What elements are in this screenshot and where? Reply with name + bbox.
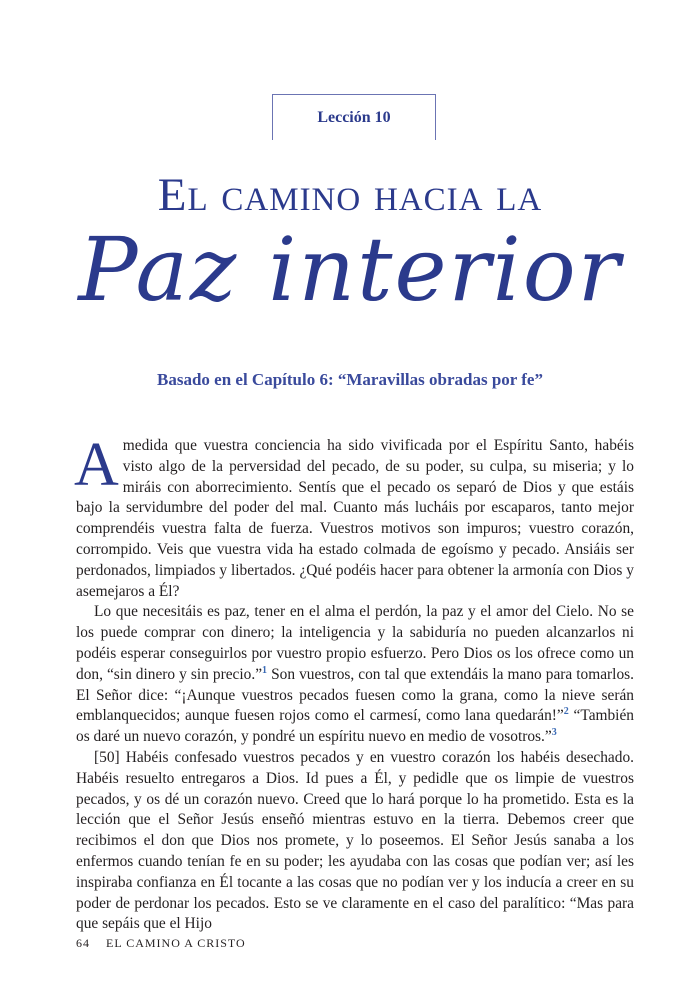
paragraph-1-text: medida que vuestra conciencia ha sido vivificada por el Espíritu Santo, habéis visto algo de la perversidad del pecado, de su poder, su culpa, su miseria; y lo miráis con aborrecimiento. Sentís que el pecado os separó de Dios y que estáis bajo la servidumbre del poder del mal. Cuanto más lucháis por escaparos, tanto mejor comprendéis vuestra falta de fuerza. Vuestros motivos son impuros; vuestro corazón, corrompido. Veis que vuestra vida ha estado colmada de egoísmo y pecado. Ansiáis ser perdonados, limpiados y libertados. ¿Qué podéis hacer para obtener la armonía con Dios y asemejaros a Él? <box>76 437 634 600</box>
paragraph-3 <box>76 748 634 935</box>
page-number: 64 <box>76 936 90 950</box>
paragraph-2-text-b: Son vuestros, con tal que extendáis la mano para tomarlos. El Señor dice: “¡Aunque vuestros pecados fuesen como la grana, como la nieve serán emblanquecidos; aunque fuesen rojos como el carmesí, como lana quedarán!” <box>76 665 634 725</box>
chapter-subtitle: Basado en el Capítulo 6: “Maravillas obradas por fe” <box>157 370 543 389</box>
paragraph-2-text-a: Lo que necesitáis es paz, tener en el alma el perdón, la paz y el amor del Cielo. No se los puede comprar con dinero; la inteligencia y la sabiduría no pueden alcanzarlos ni podéis esperar conseguirlos por vuestro propio esfuerzo. Pero Dios os los ofrece como un don, “sin dinero y sin precio.” <box>76 603 634 683</box>
footnote-ref-1[interactable]: 1 <box>262 664 268 676</box>
drop-cap: A <box>74 431 119 499</box>
paragraph-2 <box>76 602 634 748</box>
body-text <box>74 431 634 935</box>
footnote-ref-2[interactable]: 2 <box>563 706 569 718</box>
lesson-frame <box>272 94 436 140</box>
paragraph-3-text: [50] Habéis confesado vuestros pecados y en vuestro corazón los habéis desechado. Habéis resuelto entregaros a Dios. Id pues a Él, y pedidle que os limpie de vuestros pecados, y os dé un corazón nuevo. Creed que lo hará porque lo ha prometido. Esta es la lección que el Señor Jesús enseñó mientras estuvo en la tierra. Debemos creer que recibimos el don que Dios nos promete, y lo poseemos. El Señor Jesús sanaba a los enfermos cuando tenían fe en su poder; les ayudaba con las cosas que podían ver; así les inspiraba confianza en Él tocante a las cosas que no podían ver y los inducía a creer en su poder de perdonar los pecados. Esto se ve claramente en el caso del paralítico: “Mas para que sepáis que el Hijo <box>76 748 634 933</box>
chapter-title-script: Paz interior <box>78 218 622 321</box>
paragraph-2-text-c: “También os daré un nuevo corazón, y pondré un espíritu nuevo en medio de vosotros.” <box>76 707 634 746</box>
book-title: EL CAMINO A CRISTO <box>106 936 246 950</box>
footnote-ref-3[interactable]: 3 <box>551 727 557 739</box>
chapter-title: El camino hacia la <box>157 169 543 221</box>
lesson-label: Lección 10 <box>317 109 391 126</box>
paragraph-1 <box>74 431 634 602</box>
page-footer <box>76 936 246 951</box>
